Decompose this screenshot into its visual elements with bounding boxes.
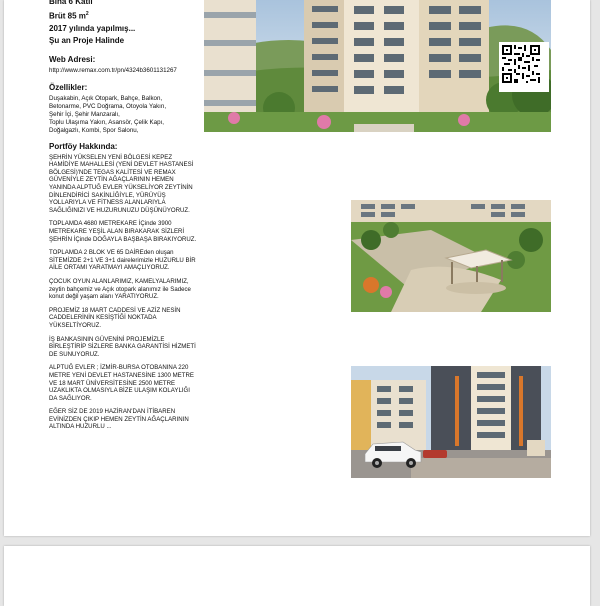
features-line: Toplu Ulaşıma Yakın, Asansör, Çelik Kapı, [49,118,164,126]
listing-text-column [49,0,199,437]
portfolio-paragraph: ÇOCUK OYUN ALANLARIMIZ, KAMELYALARIMIZ, zeytin bahçemiz ve Açık otopark alanımız ile Sadece konut değil yaşam alanı YARATIYORUZ. [49,277,191,301]
features-line: Betonarme, PVC Doğrama, Otoyola Yakın, [49,102,167,110]
portfolio-paragraph: ALPTUĞ EVLER ; İZMİR-BURSA OTOBANINA 220 METRE YENİ DEVLET HASTANESİNE 1300 METRE VE 18 MART ÜNİVERSİTESİNE 2500 METRE UZAKLIKTA OLMASIYLA BİZE ULAŞIM KOLAYLIĞI DA SAĞLIYOR. [49,364,194,402]
build-year: 2017 yılında yapılmış... [49,23,136,33]
portfolio-paragraph: TOPLAMDA 2 BLOK VE 65 DAİREden oluşan SİTEMİZDE 2+1 VE 3+1 dairelerimizle HUZURLU BİR AİLE ORTAMI YARATMAYI AMAÇLIYORUZ. [49,249,196,272]
features-line: Şehir İçi, Şehir Manzaralı, [49,110,120,118]
portfolio-body [49,154,199,431]
street-render-photo [351,366,551,478]
qr-code-icon[interactable] [499,42,549,92]
portfolio-paragraph: PROJEMİZ 18 MART CADDESİ VE AZİZ NESİN CADDELERİNİN KESİŞTİĞİ NOKTADA YÜKSELTİYORUZ. [49,306,181,329]
garden-render-illustration [351,200,551,312]
features-line: Doğalgazlı, Kombi, Spor Salonu, [49,126,139,134]
features-title: Özellikler: [49,82,88,92]
web-address-title: Web Adresi: [49,54,96,64]
portfolio-paragraph: ŞEHRİN YÜKSELEN YENİ BÖLGESİ KEPEZ HAMİDİYE MAHALLESİ (YENİ DEVLET HASTANESİ BÖLGESİ)'NDE TEGAS KALİTESİ VE REMAX GÜVENİYLE ZEYTİN AĞAÇLARININ HEMEN YANINDA ALPTUĞ EVLER YÜKSELİYOR ZEYTİNİN DİNLENDİRİCİ SAKİNLİĞİYLE, YÜRÜYÜŞ YOLLARIYLA VE FİTNESS ALANLARIYLA SAĞLIĞINIZI VE HUZURUNUZU DÜŞÜNÜYORUZ. [49,153,194,214]
portfolio-paragraph: EĞER SİZ DE 2019 HAZİRAN'DAN İTİBAREN EVİNİZDEN ÇIKIP HEMEN ZEYTİN AĞAÇLARININ ALTINDA HUZURLU ... [49,408,189,431]
web-address-link[interactable]: http://www.remax.com.tr/pn/4324b3601131267 [49,66,177,74]
portfolio-paragraph: TOPLAMDA 4680 METREKARE İÇinde 3900 METREKARE YEŞİL ALAN BIRAKARAK SİZLERİ ŞEHRİN İÇinde DOĞAYLA BAŞBAŞA BIRAKIYORUZ. [49,220,197,243]
features-line: Duşakabin, Açık Otopark, Bahçe, Balkon, [49,94,163,102]
building-floors: Bina 6 Katlı [49,0,93,6]
document-page [4,0,590,536]
next-page [4,546,590,606]
street-render-illustration [351,366,551,478]
project-status: Şu an Proje Halinde [49,35,125,45]
features-list [49,95,199,135]
gross-area: Brüt 85 $m^2$ [49,11,89,21]
portfolio-title: Portföy Hakkında: [49,141,118,151]
garden-render-photo [351,200,551,312]
building-render-photo [204,0,551,132]
portfolio-paragraph: İŞ BANKASININ GÜVENİNİ PROJEMİZLE BİRLEŞTİRİP SİZLERE BANKA GARANTİSİ HİZMETİ DE SUNUYORUZ. [49,335,196,358]
qr-code-pattern [502,45,540,83]
